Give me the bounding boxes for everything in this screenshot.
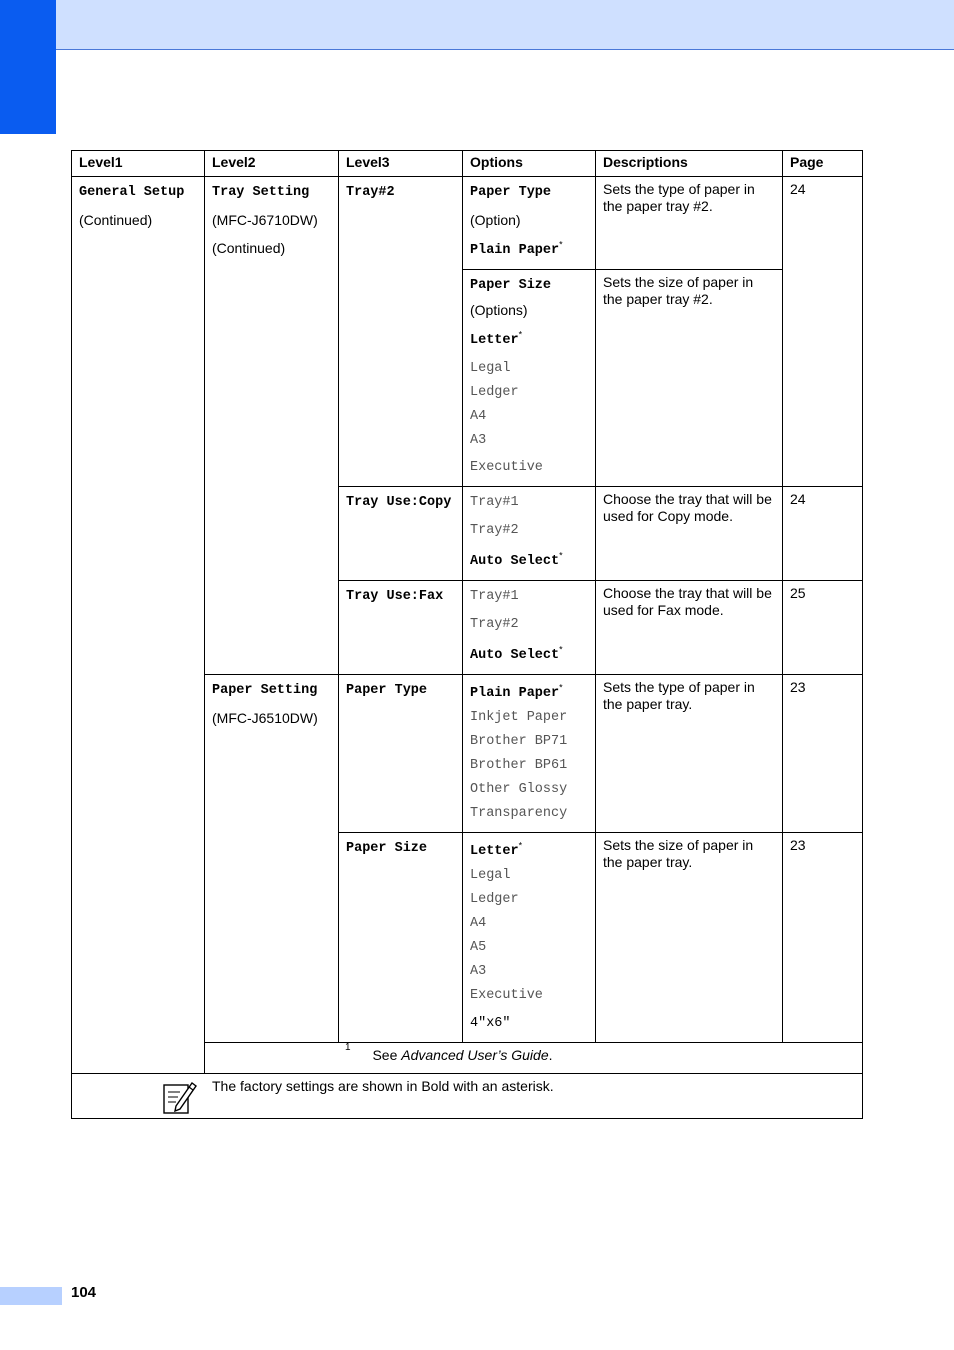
asterisk: * — [559, 550, 563, 561]
asterisk: * — [518, 329, 523, 340]
options-cell — [463, 833, 596, 1043]
option-value: Tray#2 — [470, 523, 519, 538]
option-default: Plain Paper — [470, 243, 560, 258]
table-header-row — [72, 151, 863, 177]
options-label: (Option) — [470, 212, 521, 228]
option-value: Tray#1 — [470, 589, 519, 604]
column-header: Level2 — [205, 151, 339, 177]
option-value: Transparency — [470, 806, 568, 821]
option-value: Ledger — [470, 385, 519, 400]
footnote-suffix: . — [548, 1047, 553, 1063]
footnote-cell — [205, 1043, 863, 1074]
footnote-marker: 1 — [345, 1042, 351, 1054]
page-cell: 25 — [783, 581, 863, 675]
option-default: Letter — [470, 844, 519, 859]
column-header: Descriptions — [596, 151, 783, 177]
option-default: Plain Paper — [470, 686, 560, 701]
column-header: Options — [463, 151, 596, 177]
footnote-title: Advanced User’s Guide — [401, 1047, 549, 1063]
level3-name: Tray Use:Copy — [346, 495, 452, 510]
option-value: Brother BP71 — [470, 734, 568, 749]
option-value: Executive — [470, 460, 543, 475]
model-label: (MFC-J6510DW) — [212, 710, 318, 726]
option-value: Inkjet Paper — [470, 710, 568, 725]
page-cell: 23 — [783, 833, 863, 1043]
settings-table — [71, 150, 863, 1119]
description-cell: Sets the size of paper in the paper tray #2. — [596, 270, 783, 487]
asterisk: * — [518, 840, 523, 851]
level3-cell — [339, 177, 463, 487]
pencil-note-icon — [162, 1079, 198, 1119]
level3-cell — [339, 487, 463, 581]
option-value: 4"x6" — [470, 1016, 511, 1031]
level1-cell — [72, 177, 205, 1074]
option-name: Paper Type — [470, 185, 552, 200]
chapter-tab — [0, 0, 56, 134]
description-cell: Sets the size of paper in the paper tray. — [596, 833, 783, 1043]
continued-label: (Continued) — [79, 212, 153, 228]
option-value: Executive — [470, 988, 543, 1003]
level2-cell — [205, 177, 339, 675]
option-value: Legal — [470, 868, 511, 883]
level3-cell — [339, 581, 463, 675]
option-value: A3 — [470, 433, 487, 448]
level3-name: Tray#2 — [346, 185, 395, 200]
level1-name: General Setup — [79, 185, 185, 200]
description-cell: Choose the tray that will be used for Copy mode. — [596, 487, 783, 581]
level2-name: Tray Setting — [212, 185, 310, 200]
option-value: A3 — [470, 964, 487, 979]
level2-name: Paper Setting — [212, 683, 318, 698]
note-cell — [72, 1074, 863, 1119]
page-cell: 23 — [783, 675, 863, 833]
options-cell — [463, 487, 596, 581]
option-default: Auto Select — [470, 554, 560, 569]
option-value: Brother BP61 — [470, 758, 568, 773]
option-default: Auto Select — [470, 648, 560, 663]
note-text: The factory settings are shown in Bold with an asterisk. — [212, 1078, 554, 1094]
description-cell: Choose the tray that will be used for Fax mode. — [596, 581, 783, 675]
option-name: Paper Size — [470, 278, 552, 293]
option-value: Ledger — [470, 892, 519, 907]
asterisk: * — [559, 682, 563, 693]
options-cell — [463, 675, 596, 833]
level3-name: Tray Use:Fax — [346, 589, 444, 604]
level3-cell — [339, 833, 463, 1043]
page-cell: 24 — [783, 177, 863, 487]
page-cell: 24 — [783, 487, 863, 581]
level2-cell — [205, 675, 339, 1043]
column-header: Level3 — [339, 151, 463, 177]
option-value: Tray#1 — [470, 495, 519, 510]
column-header: Level1 — [72, 151, 205, 177]
option-value: A5 — [470, 940, 487, 955]
options-cell — [463, 177, 596, 270]
continued-label: (Continued) — [212, 240, 286, 256]
description-cell: Sets the type of paper in the paper tray. — [596, 675, 783, 833]
options-cell — [463, 581, 596, 675]
option-value: Tray#2 — [470, 617, 519, 632]
column-header: Page — [783, 151, 863, 177]
option-value: A4 — [470, 409, 487, 424]
option-default: Letter — [470, 333, 519, 348]
description-cell: Sets the type of paper in the paper tray #2. — [596, 177, 783, 270]
level3-name: Paper Size — [346, 841, 428, 856]
option-value: Legal — [470, 361, 511, 376]
footnote-prefix: See — [372, 1047, 402, 1063]
asterisk: * — [559, 239, 563, 250]
options-label: (Options) — [470, 302, 528, 318]
option-value: Other Glossy — [470, 782, 568, 797]
page-tab — [0, 1287, 62, 1305]
model-label: (MFC-J6710DW) — [212, 212, 318, 228]
options-cell — [463, 270, 596, 487]
option-value: A4 — [470, 916, 487, 931]
note-row — [72, 1074, 863, 1119]
page-number: 104 — [71, 1284, 97, 1301]
level3-name: Paper Type — [346, 683, 428, 698]
level3-cell — [339, 675, 463, 833]
table-row — [72, 177, 863, 270]
header-band — [56, 0, 954, 50]
asterisk: * — [559, 644, 563, 655]
